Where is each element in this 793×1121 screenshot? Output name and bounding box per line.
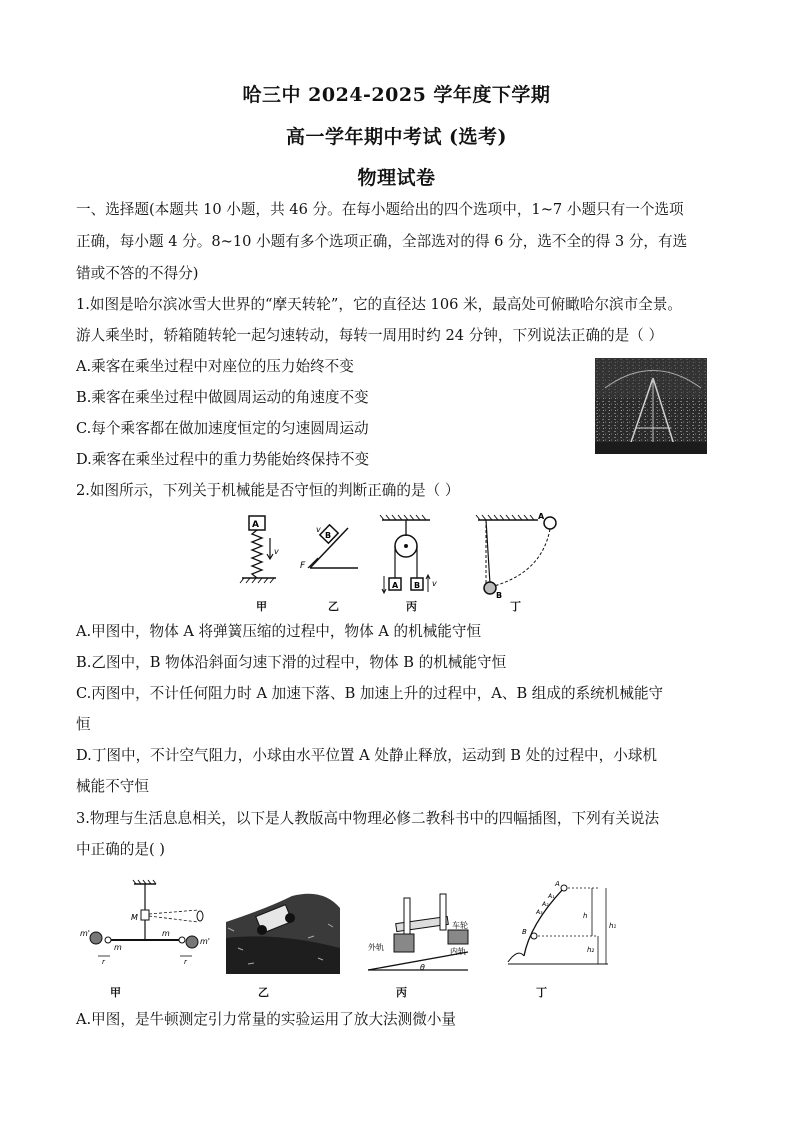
q3-label-m-left: m [114, 943, 122, 952]
q2-option-a: A.甲图中，物体 A 将弹簧压缩的过程中，物体 A 的机械能守恒 [76, 623, 482, 640]
q3-fig-rail-curve [368, 894, 468, 972]
q3-label-wheel: 车轮 [452, 921, 468, 930]
exam-title-term: 高一学年期中考试 (选考) [285, 126, 508, 148]
q1-stem-line: 游人乘坐时，轿箱随转轮一起匀速转动，每转一周用时约 24 分钟，下列说法正确的是（ ） [76, 327, 664, 344]
q3-stem-line: 3.物理与生活息息相关，以下是人教版高中物理必修二教科书中的四幅插图，下列有关说法 [76, 810, 660, 827]
q3-label-h2: h₂ [587, 946, 595, 954]
q2-fig-incline [300, 525, 358, 571]
section-intro-line: 正确，每小题 4 分。8~10 小题有多个选项正确，全部选对的得 6 分，选不全的得 3 分，有选 [76, 233, 688, 250]
q1-option-b: B.乘客在乘坐过程中做圆周运动的角速度不变 [76, 389, 369, 406]
q3-label-A1: A₁ [548, 893, 555, 900]
q3-label-A: A [555, 880, 560, 888]
q3-label-m-prime-left: m' [80, 929, 90, 938]
q3-label-r2: r [184, 958, 187, 966]
q1-option-a: A.乘客在乘坐过程中对座位的压力始终不变 [76, 358, 354, 375]
exam-title-subject: 物理试卷 [357, 167, 436, 189]
q3-stem-line: 中正确的是( ) [76, 841, 165, 858]
q3-label-h: h [583, 912, 588, 920]
section-intro-line: 错或不答的不得分) [76, 265, 199, 282]
q3-label-A3: A₃ [536, 909, 543, 916]
q2-pulley-b-label: B [414, 581, 421, 590]
q2-option-c-cont: 恒 [76, 716, 91, 733]
q2-stem: 2.如图所示，下列关于机械能是否守恒的判断正确的是（ ） [76, 482, 460, 499]
q2-fig-pendulum [476, 512, 556, 600]
q3-fig-hill-heights [508, 880, 616, 964]
q3-caption-yi: 乙 [258, 986, 269, 999]
q2-force-label: F [300, 561, 306, 571]
q2-pendulum-b-label: B [496, 591, 503, 600]
q3-label-m-prime-right: m' [200, 937, 210, 946]
svg-text:v: v [316, 525, 321, 534]
q3-label-r1: r [102, 958, 105, 966]
q2-fig-spring [240, 516, 279, 583]
q3-label-inner-rail: 内轨 [450, 947, 466, 956]
svg-text:v: v [432, 579, 437, 588]
q3-caption-ding: 丁 [536, 986, 547, 999]
q3-label-h1: h₁ [609, 922, 617, 930]
q1-stem-line: 1.如图是哈尔滨冰雪大世界的“摩天转轮”，它的直径达 106 米，最高处可俯瞰哈尔滨市全景。 [76, 296, 682, 313]
q3-label-outer-rail: 外轨 [368, 943, 384, 952]
q3-caption-bing: 丙 [396, 986, 407, 999]
q1-option-c: C.每个乘客都在做加速度恒定的匀速圆周运动 [76, 420, 369, 437]
q3-label-m-right: m [162, 929, 170, 938]
q3-caption-jia: 甲 [110, 986, 121, 999]
q3-label-M: M [131, 913, 138, 922]
q3-label-theta: θ [420, 963, 425, 972]
q2-caption-yi: 乙 [328, 600, 339, 613]
q3-textbook-figures [78, 878, 638, 978]
q2-option-c: C.丙图中，不计任何阻力时 A 加速下落、B 加速上升的过程中，A、B 组成的系统机械能守 [76, 685, 664, 702]
q2-block-b-label: B [325, 531, 332, 540]
q3-fig-offroad-photo [226, 894, 340, 974]
q2-caption-ding: 丁 [510, 600, 521, 613]
section-intro-line: 一、选择题(本题共 10 小题，共 46 分。在每小题给出的四个选项中，1~7 小题只有一个选项 [76, 201, 684, 218]
q2-option-d-cont: 械能不守恒 [76, 778, 149, 795]
exam-title-school: 哈三中 2024-2025 学年度下学期 [242, 84, 551, 106]
q2-fig-pulley [380, 515, 437, 593]
q2-pendulum-a-label: A [538, 512, 545, 521]
q3-option-a: A.甲图，是牛顿测定引力常量的实验运用了放大法测微小量 [76, 1011, 457, 1028]
q3-label-B: B [522, 928, 527, 936]
q2-caption-bing: 丙 [406, 600, 417, 613]
q3-label-A2: A₂ [542, 901, 549, 908]
q1-option-d: D.乘客在乘坐过程中的重力势能始终保持不变 [76, 451, 370, 468]
q2-velocity-label: v [274, 547, 279, 556]
q2-block-a-label: A [252, 520, 259, 530]
q2-pulley-a-label: A [392, 581, 399, 590]
ferris-wheel-photo [595, 358, 707, 454]
q2-option-b: B.乙图中，B 物体沿斜面匀速下滑的过程中，物体 B 的机械能守恒 [76, 654, 507, 671]
q2-option-d: D.丁图中，不计空气阻力，小球由水平位置 A 处静止释放，运动到 B 处的过程中，小球机 [76, 747, 658, 764]
q2-caption-jia: 甲 [256, 600, 267, 613]
q3-fig-torsion-balance [80, 880, 210, 966]
